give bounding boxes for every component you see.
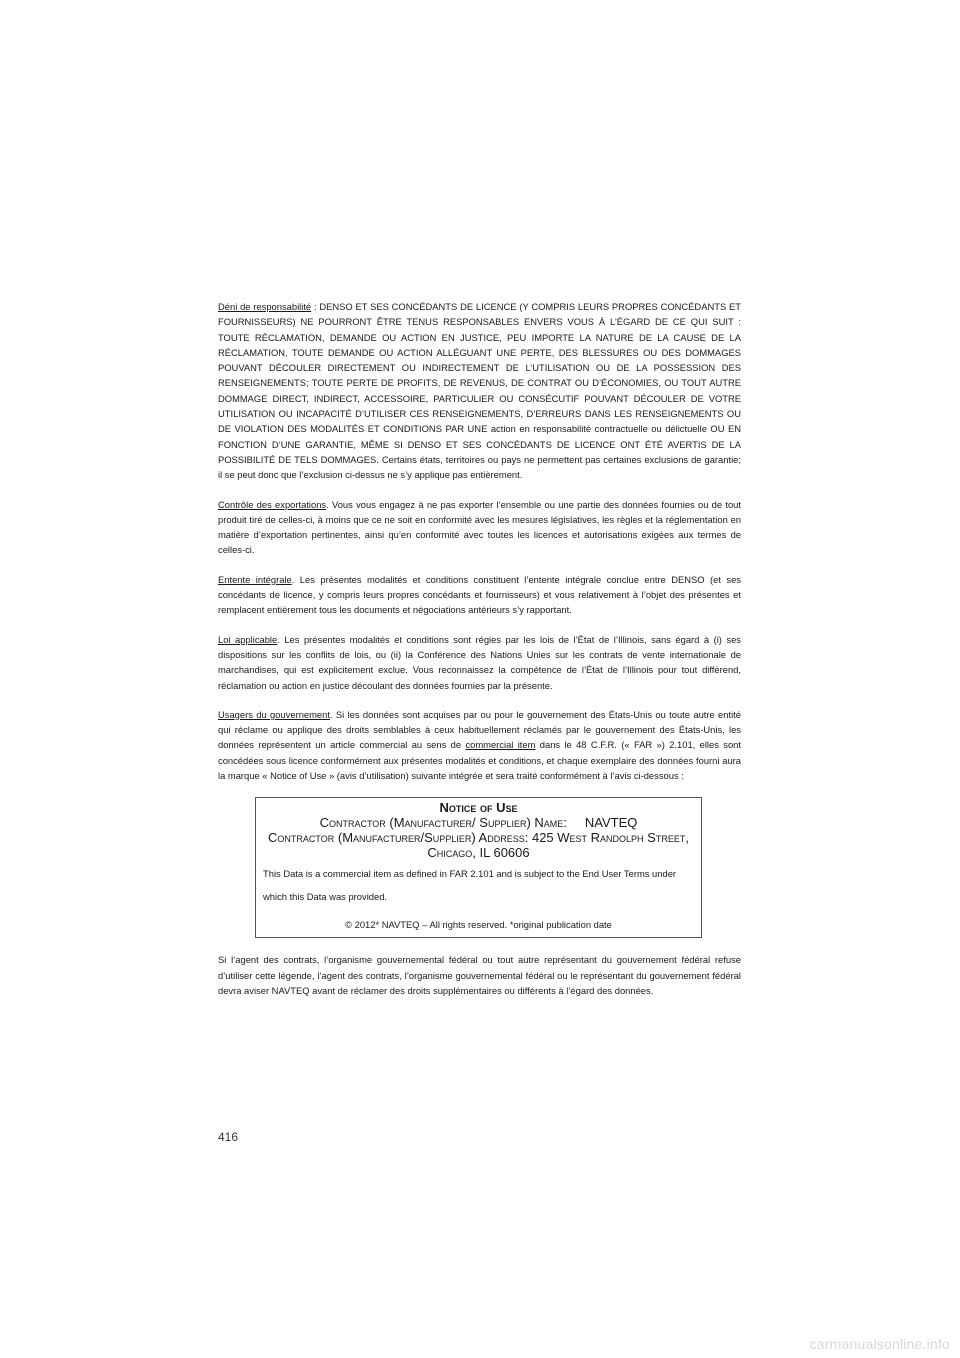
legal-text bbox=[218, 299, 741, 1012]
contractor-name-line: Contractor (Manufacturer/ Supplier) Name: NAVTEQ bbox=[319, 815, 638, 831]
paragraph-disclaimer: Déni de responsabilité : DENSO ET SES CONCÉDANTS DE LICENCE (Y COMPRIS LEURS PROPRES CONCÉDANTS ET FOURNISSEURS) NE POURRONT ÊTRE TENUS RESPONSABLES ENVERS VOUS À L’ÉGARD DE CE QUI SUIT : TOUTE RÉCLAMATION, DEMANDE OU ACTION EN JUSTICE, PEU IMPORTE LA NATURE DE LA CAUSE DE LA RÉCLAMATION, TOUTE DEMANDE OU ACTION ALLÉGUANT UNE PERTE, DES BLESSURES OU DES DOMMAGES POUVANT DÉCOULER DIRECTEMENT OU INDIRECTEMENT DE L’UTILISATION OU DE LA POSSESSION DES RENSEIGNEMENTS; TOUTE PERTE DE PROFITS, DE REVENUS, DE CONTRAT OU D’ÉCONOMIES, OU TOUT AUTRE DOMMAGE DIRECT, INDIRECT, ACCESSOIRE, PARTICULIER OU CONSÉCUTIF POUVANT DÉCOULER DE VOTRE UTILISATION OU INCAPACITÉ D’UTILISER CES RENSEIGNEMENTS, D’ERREURS DANS LES RENSEIGNEMENTS OU DE VIOLATION DES MODALITÉS ET CONDITIONS PAR UNE action en responsabilité contractuelle ou délictuelle OU EN FONCTION D’UNE GARANTIE, MÊME SI DENSO ET SES CONCÉDANTS DE LICENCE ONT ÉTÉ AVERTIS DE LA POSSIBILITÉ DE TELS DOMMAGES. Certains états, territoires ou pays ne permettent pas certaines exclusions de garantie; il se peut donc que l’exclusion ci-dessus ne s’y applique pas entièrement. bbox=[218, 301, 741, 481]
paragraph-heading: Déni de responsabilité bbox=[218, 301, 312, 312]
paragraph-government-users: Usagers du gouvernement. Si les données sont acquises par ou pour le gouvernement des États-Unis ou toute autre entité qui réclame ou applique des droits semblables à ceux habituellement réclamés par le gouvernement des États-Unis, les données représentent un article commercial au sens de commercial item dans le 48 C.F.R. (« FAR ») 2.101, elles sont concédées sous licence conformément aux présentes modalités et conditions, et chaque exemplaire des données fourni aura la marque « Notice of Use » (avis d’utilisation) suivante intégrée et sera traité conformément à l’avis ci-dessous : bbox=[218, 708, 741, 782]
notice-of-use-box bbox=[255, 797, 702, 938]
contractor-address-value: 425 West Randolph Street, Chicago, IL 60606 bbox=[427, 830, 689, 861]
paragraph-heading: Contrôle des exportations bbox=[218, 498, 327, 510]
paragraph-export-control: Contrôle des exportations. Vous vous engagez à ne pas exporter l’ensemble ou une partie des données fournies ou de tout produit tiré de celles-ci, à moins que ce ne soit en conformité avec les mesures législatives, les règles et la réglementation en matière d’exportation pertinentes, ainsi qu’en conformité avec toutes les licences et autorisations exigées aux termes de celles-ci. bbox=[218, 498, 741, 556]
paragraph-body: DENSO ET SES CONCÉDANTS DE LICENCE (Y COMPRIS LEURS PROPRES CONCÉDANTS ET FOURNISSEURS) NE POURRONT ÊTRE TENUS RESPONSABLES ENVERS VOUS À L’ÉGARD DE CE QUI SUIT : TOUTE RÉCLAMATION, DEMANDE OU ACTION EN JUSTICE, PEU IMPORTE LA NATURE DE LA CAUSE DE LA RÉCLAMATION, TOUTE DEMANDE OU ACTION ALLÉGUANT UNE PERTE, DES BLESSURES OU DES DOMMAGES POUVANT DÉCOULER DIRECTEMENT OU INDIRECTEMENT DE L’UTILISATION OU DE LA POSSESSION DES RENSEIGNEMENTS; TOUTE PERTE DE PROFITS, DE REVENUS, DE CONTRAT OU D’ÉCONOMIES, OU TOUT AUTRE DOMMAGE DIRECT, INDIRECT, ACCESSOIRE, PARTICULIER OU CONSÉCUTIF POUVANT DÉCOULER DE VOTRE UTILISATION OU INCAPACITÉ D’UTILISER CES RENSEIGNEMENTS, D’ERREURS DANS LES RENSEIGNEMENTS OU DE VIOLATION DES MODALITÉS ET CONDITIONS PAR UNE action en responsabilité contractuelle ou délictuelle OU EN FONCTION D’UNE GARANTIE, MÊME SI DENSO ET SES CONCÉDANTS DE LICENCE ONT ÉTÉ AVERTIS DE LA POSSIBILITÉ DE TELS DOMMAGES. Certains états, territoires ou pays ne permettent pas certaines exclusions de garantie; il se peut donc que l’exclusion ci-dessus ne s’y applique pas entièrement. bbox=[218, 301, 741, 481]
contractor-name-value: NAVTEQ bbox=[584, 815, 638, 831]
paragraph-governing-law: Loi applicable. Les présentes modalités et conditions sont régies par les lois de l’État de l’Illinois, sans égard à (i) ses dispositions sur les conflits de lois, ou (ii) la Conférence des Nations Unies sur les contrats de vente internationale de marchandises, qui est explicitement exclue. Vous reconnaissez la compétence de l’État de l’Illinois pour tout différend, réclamation ou action en justice découlant des données fournies par la présente. bbox=[218, 633, 741, 691]
contractor-address-line: Contractor (Manufacturer/Supplier) Address: 425 West Randolph Street, Chicago, IL 60606 bbox=[268, 830, 689, 861]
notice-copyright: © 2012* NAVTEQ – All rights reserved. *original publication date bbox=[345, 919, 612, 931]
paragraph-body: Les présentes modalités et conditions constituent l’entente intégrale conclue entre DENSO (et ses concédants de licence, y compris leurs propres concédants et fournisseurs) et vous relativement à l’objet des présentes et remplacent entièrement tous les documents et négociations antérieurs s’y rapportant. bbox=[218, 573, 741, 616]
paragraph-heading: Loi applicable bbox=[218, 633, 278, 645]
commercial-item-term: commercial item bbox=[465, 739, 536, 751]
watermark: carmanualsonline.info bbox=[809, 1336, 950, 1352]
notice-title: Notice of Use bbox=[439, 800, 518, 816]
paragraph-entire-agreement: Entente intégrale. Les présentes modalités et conditions constituent l’entente intégrale conclue entre DENSO (et ses concédants de licence, y compris leurs propres concédants et fournisseurs) et vous relativement à l’objet des présentes et remplacent entièrement tous les documents et négociations antérieurs s’y rapportant. bbox=[218, 573, 741, 616]
paragraph-closing: Si l’agent des contrats, l’organisme gouvernemental fédéral ou tout autre représentant du gouvernement fédéral refuse d’utiliser cette légende, l’agent des contrats, l’organisme gouvernemental fédéral ou le représentant du gouvernement fédéral devra aviser NAVTEQ avant de réclamer des droits supplémentaires ou différents à l’égard des données. bbox=[218, 954, 741, 996]
paragraph-body: Les présentes modalités et conditions sont régies par les lois de l’État de l’Illinois, sans égard à (i) ses dispositions sur les conflits de lois, ou (ii) la Conférence des Nations Unies sur les contrats de vente internationale de marchandises, qui est explicitement exclue. Vous reconnaissez la compétence de l’État de l’Illinois pour tout différend, réclamation ou action en justice découlant des données fournies par la présente. bbox=[218, 633, 741, 691]
paragraph-heading: Entente intégrale bbox=[218, 573, 292, 585]
paragraph-heading: Usagers du gouvernement bbox=[218, 708, 330, 720]
paragraph-body: Vous vous engagez à ne pas exporter l’ensemble ou une partie des données fournies ou de tout produit tiré de celles-ci, à moins que ce ne soit en conformité avec les mesures législatives, les règles et la réglementation en matière d’exportation pertinentes, ainsi qu’en conformité avec toutes les licences et autorisations exigées aux termes de celles-ci. bbox=[218, 498, 741, 556]
notice-body: This Data is a commercial item as defined in FAR 2.101 and is subject to the End User Terms under which this Data was provided. bbox=[263, 868, 677, 903]
page-number: 416 bbox=[218, 1130, 239, 1144]
